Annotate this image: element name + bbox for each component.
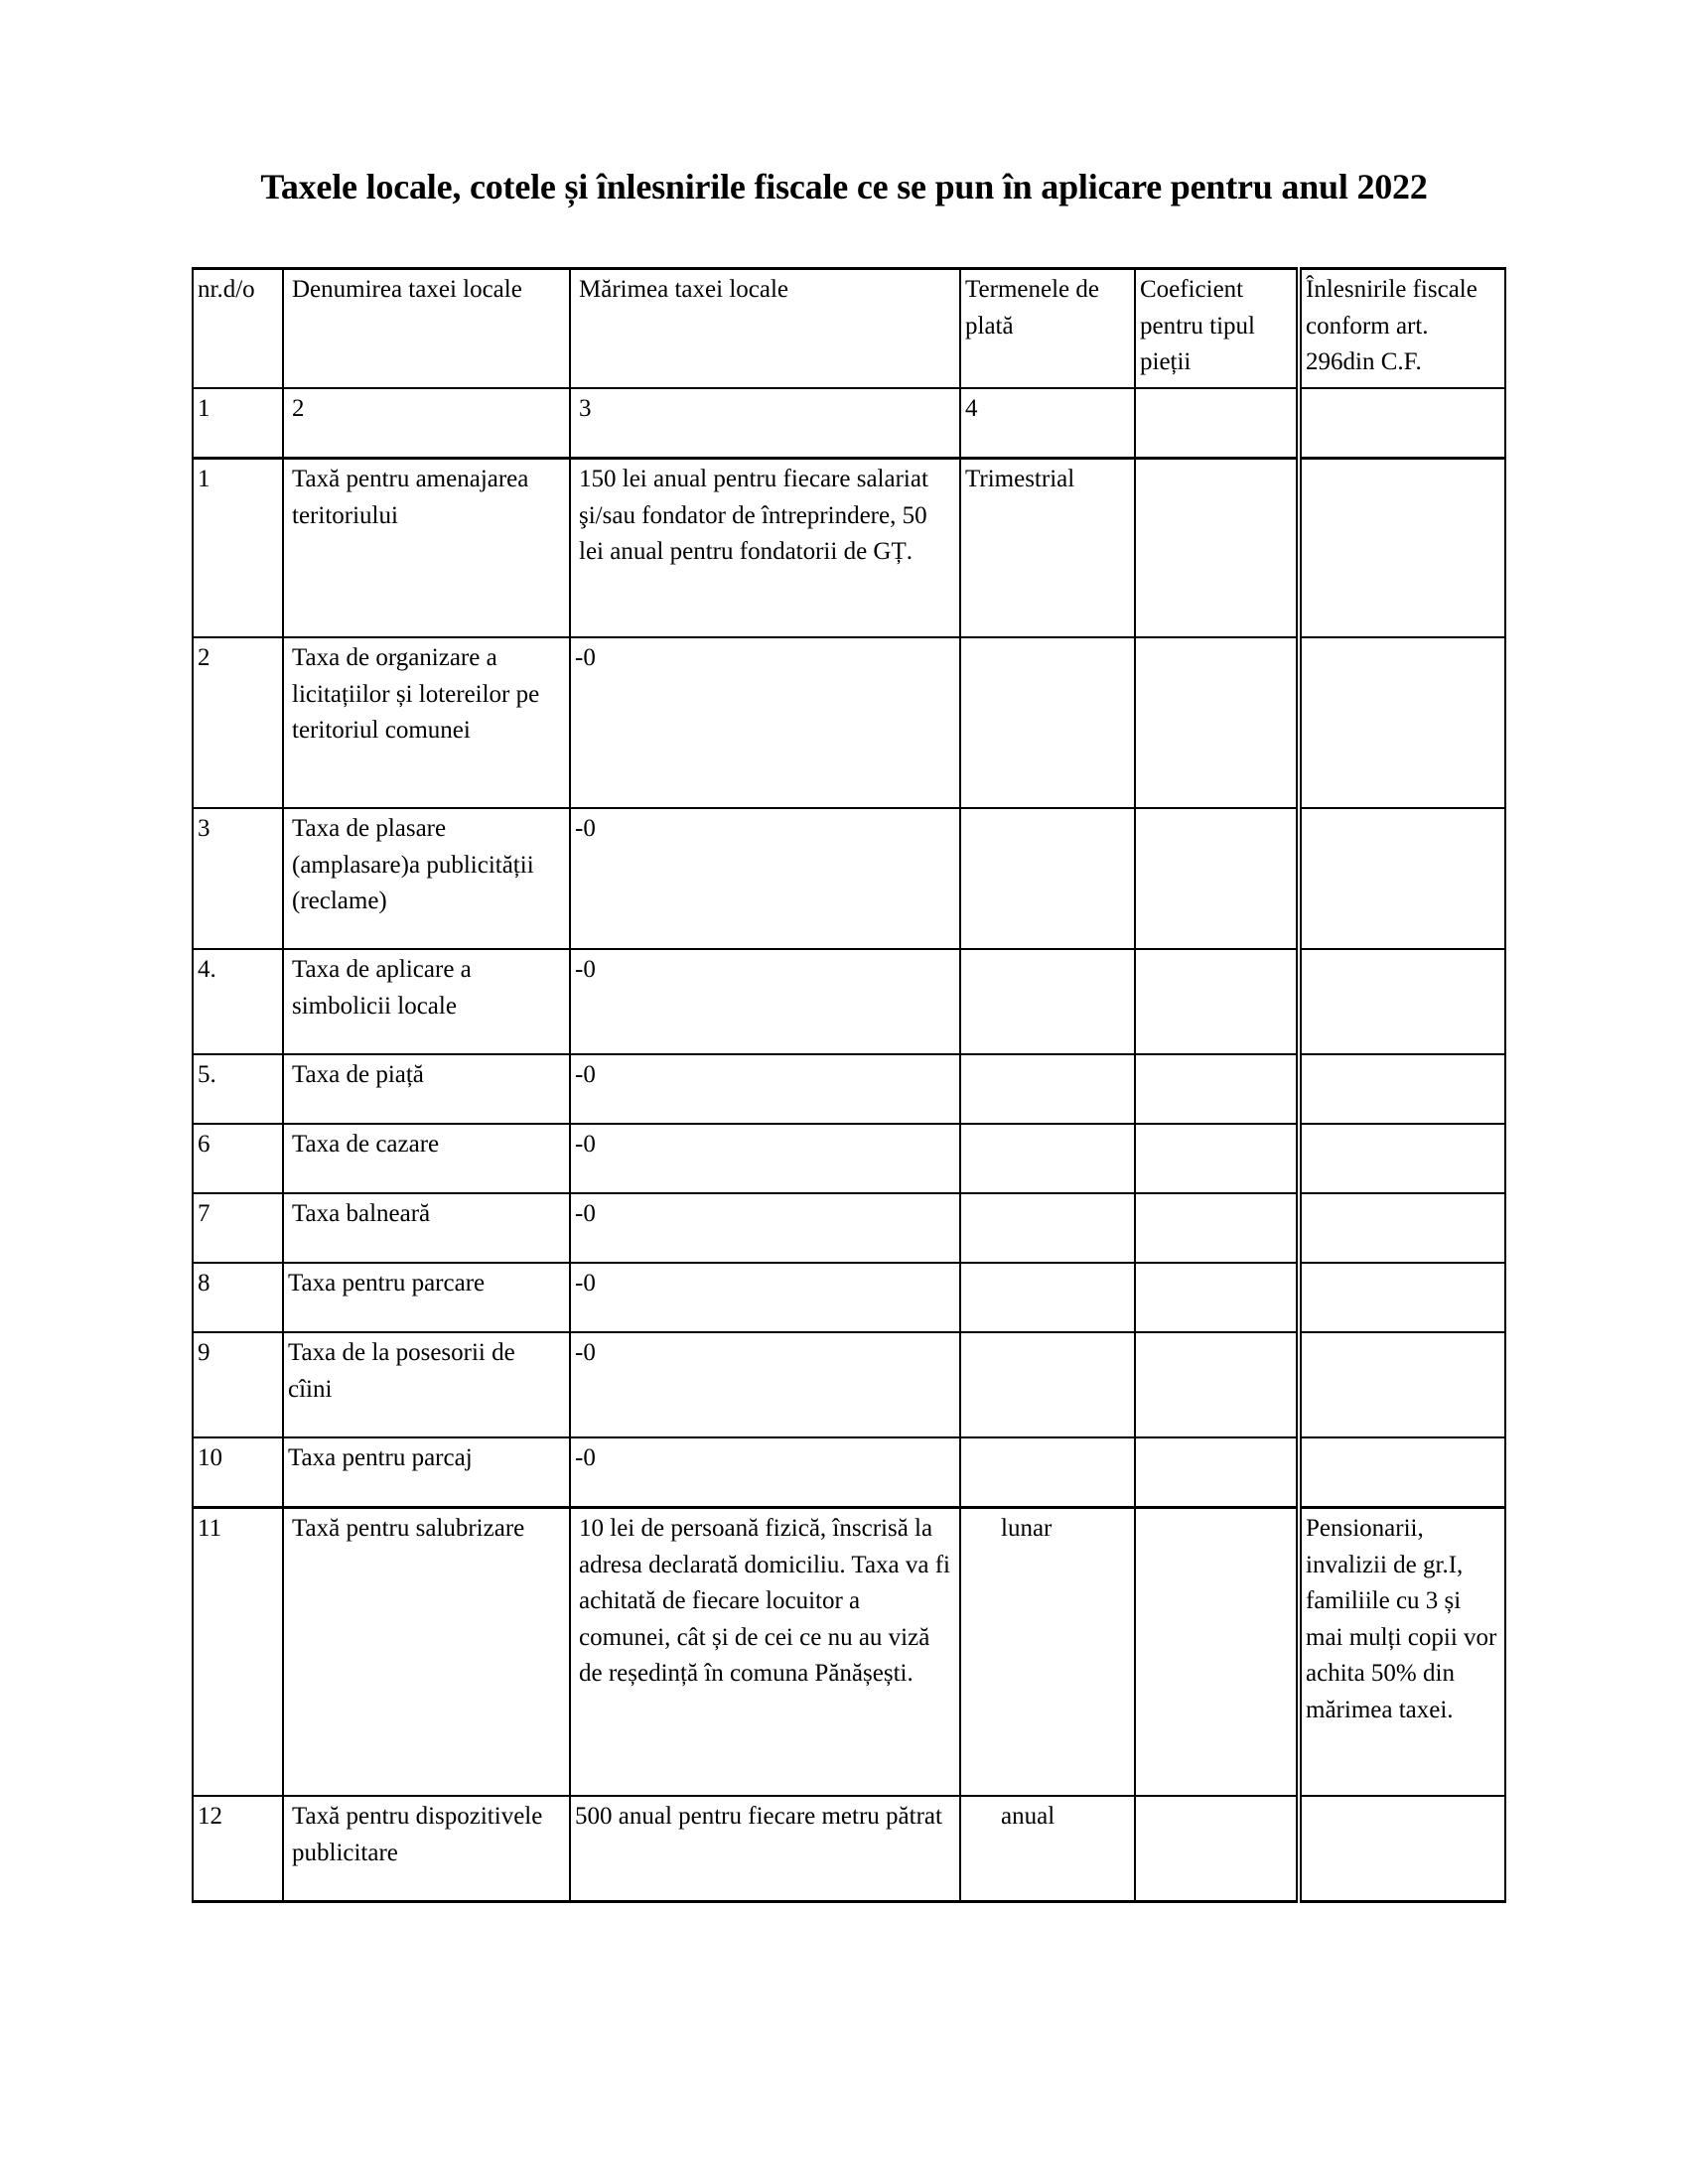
- header-cell-term: Termenele de plată: [960, 269, 1135, 389]
- row-number-cell: 12: [193, 1796, 283, 1902]
- header-cell-coefficient: Coeficient pentru tipul pieții: [1135, 269, 1299, 389]
- header-cell-nr: nr.d/o: [193, 269, 283, 389]
- tax-name-cell: Taxa pentru parcaj: [283, 1437, 570, 1508]
- row-number-cell: 4.: [193, 949, 283, 1054]
- tax-name-cell: Taxă pentru dispozitivele publicitare: [283, 1796, 570, 1902]
- payment-term-cell: anual: [960, 1796, 1135, 1902]
- coefficient-cell: [1135, 1124, 1299, 1193]
- coefficient-cell: [1135, 1437, 1299, 1508]
- coefficient-cell: [1135, 1054, 1299, 1124]
- row-number-cell: 5.: [193, 1054, 283, 1124]
- payment-term-cell: [960, 1124, 1135, 1193]
- coefficient-cell: [1135, 1796, 1299, 1902]
- tax-name-cell: Taxă pentru amenajarea teritoriului: [283, 459, 570, 638]
- tax-name-cell: Taxa de cazare: [283, 1124, 570, 1193]
- payment-term-cell: [960, 1193, 1135, 1263]
- row-number-cell: 11: [193, 1508, 283, 1797]
- row-number-cell: 2: [193, 637, 283, 808]
- table-row: [193, 1437, 1505, 1508]
- tax-name-cell: Taxa balneară: [283, 1193, 570, 1263]
- payment-term-cell: [960, 949, 1135, 1054]
- row-number-cell: 1: [193, 459, 283, 638]
- tax-amount-cell: -0: [570, 1124, 960, 1193]
- payment-term-cell: Trimestrial: [960, 459, 1135, 638]
- table-row: [193, 1054, 1505, 1124]
- payment-term-cell: [960, 637, 1135, 808]
- payment-term-cell: [960, 1054, 1135, 1124]
- payment-term-cell: [960, 1332, 1135, 1437]
- coefficient-cell: [1135, 459, 1299, 638]
- tax-name-cell: Taxa pentru parcare: [283, 1263, 570, 1332]
- coefficient-cell: [1135, 1332, 1299, 1437]
- fiscal-relief-cell: [1299, 1263, 1505, 1332]
- fiscal-relief-cell: [1299, 949, 1505, 1054]
- row-number-cell: 3: [193, 808, 283, 949]
- column-number-cell: 3: [570, 388, 960, 459]
- column-number-cell: 1: [193, 388, 283, 459]
- tax-amount-cell: -0: [570, 1054, 960, 1124]
- fiscal-relief-cell: [1299, 459, 1505, 638]
- tax-name-cell: Taxa de piață: [283, 1054, 570, 1124]
- tax-name-cell: Taxa de aplicare a simbolicii locale: [283, 949, 570, 1054]
- payment-term-cell: [960, 808, 1135, 949]
- payment-term-cell: [960, 1263, 1135, 1332]
- fiscal-relief-cell: Pensionarii, invalizii de gr.I, familiile cu 3 și mai mulți copii vor achita 50% din mărimea taxei.: [1299, 1508, 1505, 1797]
- page-title: Taxele locale, cotele și înlesnirile fiscale ce se pun în aplicare pentru anul 2022: [260, 167, 1428, 206]
- coefficient-cell: [1135, 1508, 1299, 1797]
- tax-name-cell: Taxa de organizare a licitațiilor și lotereilor pe teritoriul comunei: [283, 637, 570, 808]
- tax-amount-cell: -0: [570, 1263, 960, 1332]
- tax-amount-cell: -0: [570, 1193, 960, 1263]
- tax-amount-cell: -0: [570, 1332, 960, 1437]
- table-row: [193, 1332, 1505, 1437]
- table-row: [193, 459, 1505, 638]
- header-cell-amount: Mărimea taxei locale: [570, 269, 960, 389]
- table-header-row: [193, 269, 1505, 389]
- tax-name-cell: Taxa de plasare (amplasare)a publicității (reclame): [283, 808, 570, 949]
- row-number-cell: 9: [193, 1332, 283, 1437]
- column-number-cell: [1135, 388, 1299, 459]
- column-number-cell: 4: [960, 388, 1135, 459]
- header-cell-name: Denumirea taxei locale: [283, 269, 570, 389]
- table-row: [193, 1263, 1505, 1332]
- fiscal-relief-cell: [1299, 1796, 1505, 1902]
- payment-term-cell: lunar: [960, 1508, 1135, 1797]
- table-row: [193, 637, 1505, 808]
- table-row: [193, 1193, 1505, 1263]
- column-number-cell: 2: [283, 388, 570, 459]
- tax-name-cell: Taxa de la posesorii de cîini: [283, 1332, 570, 1437]
- tax-amount-cell: 500 anual pentru fiecare metru pătrat: [570, 1796, 960, 1902]
- local-taxes-table: [192, 267, 1506, 1903]
- header-cell-relief: Înlesnirile fiscale conform art. 296din C.F.: [1299, 269, 1505, 389]
- row-number-cell: 7: [193, 1193, 283, 1263]
- tax-amount-cell: -0: [570, 1437, 960, 1508]
- fiscal-relief-cell: [1299, 1054, 1505, 1124]
- coefficient-cell: [1135, 949, 1299, 1054]
- table-row: [193, 1124, 1505, 1193]
- table-row: [193, 1508, 1505, 1797]
- tax-amount-cell: -0: [570, 949, 960, 1054]
- fiscal-relief-cell: [1299, 808, 1505, 949]
- fiscal-relief-cell: [1299, 1124, 1505, 1193]
- coefficient-cell: [1135, 1193, 1299, 1263]
- row-number-cell: 6: [193, 1124, 283, 1193]
- fiscal-relief-cell: [1299, 1193, 1505, 1263]
- table-row: [193, 1796, 1505, 1902]
- fiscal-relief-cell: [1299, 1437, 1505, 1508]
- fiscal-relief-cell: [1299, 637, 1505, 808]
- coefficient-cell: [1135, 637, 1299, 808]
- table-row: [193, 949, 1505, 1054]
- tax-amount-cell: -0: [570, 808, 960, 949]
- column-number-cell: [1299, 388, 1505, 459]
- tax-amount-cell: 150 lei anual pentru fiecare salariat şi/sau fondator de întreprindere, 50 lei anual pentru fondatorii de GȚ.: [570, 459, 960, 638]
- coefficient-cell: [1135, 808, 1299, 949]
- fiscal-relief-cell: [1299, 1332, 1505, 1437]
- column-number-row: [193, 388, 1505, 459]
- table-row: [193, 808, 1505, 949]
- row-number-cell: 10: [193, 1437, 283, 1508]
- coefficient-cell: [1135, 1263, 1299, 1332]
- payment-term-cell: [960, 1437, 1135, 1508]
- row-number-cell: 8: [193, 1263, 283, 1332]
- tax-name-cell: Taxă pentru salubrizare: [283, 1508, 570, 1797]
- tax-amount-cell: 10 lei de persoană fizică, înscrisă la adresa declarată domiciliu. Taxa va fi achitată de fiecare locuitor a comunei, cât și de cei ce nu au viză de reședință în comuna Pănășești.: [570, 1508, 960, 1797]
- tax-amount-cell: -0: [570, 637, 960, 808]
